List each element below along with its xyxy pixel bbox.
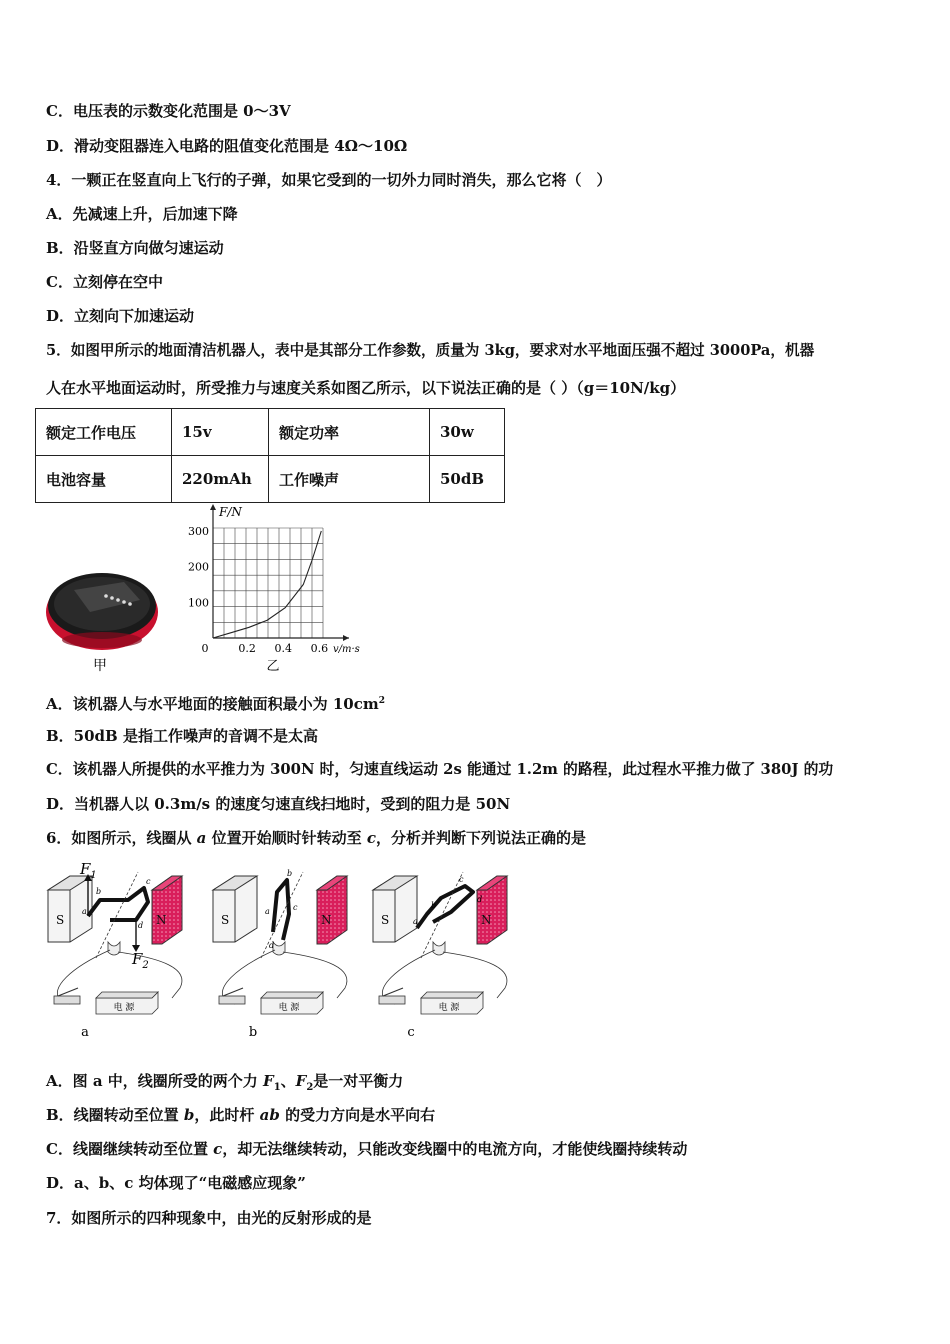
switch bbox=[219, 996, 245, 1004]
switch bbox=[54, 996, 80, 1004]
coil-point-label: b bbox=[287, 869, 293, 878]
wire bbox=[283, 952, 347, 998]
y-tick-label: 100 bbox=[188, 596, 209, 610]
table-cell: 工作噪声 bbox=[269, 456, 430, 503]
figure-label-c: c bbox=[407, 1025, 415, 1040]
pole-s-label: S bbox=[56, 913, 65, 927]
switch-lever bbox=[58, 988, 78, 996]
figure-label-b: b bbox=[248, 1025, 258, 1040]
coil bbox=[417, 886, 473, 928]
table-row bbox=[36, 409, 505, 456]
q7-stem: 7．如图所示的四种现象中，由光的反射形成的是 bbox=[46, 1209, 372, 1227]
coil-point-label: d bbox=[138, 921, 144, 930]
table-cell: 额定工作电压 bbox=[36, 409, 172, 456]
q3-option-d: D．滑动变阻器连入电路的阻值变化范围是 4Ω～10Ω bbox=[46, 137, 408, 155]
q5-option-b: B．50dB 是指工作噪声的音调不是太高 bbox=[46, 727, 318, 745]
table-cell: 额定功率 bbox=[269, 409, 430, 456]
q4-option-a: A．先减速上升，后加速下降 bbox=[46, 205, 238, 223]
power-supply-label: 电 源 bbox=[113, 1003, 135, 1013]
q3-option-c: C．电压表的示数变化范围是 0～3V bbox=[46, 102, 291, 120]
table-cell: 15v bbox=[172, 409, 269, 456]
wire bbox=[443, 952, 507, 998]
pole-n-label: N bbox=[156, 913, 167, 927]
q6-option-c: C．线圈继续转动至位置 c，却无法继续转动，只能改变线圈中的电流方向，才能使线圈持续转动 bbox=[46, 1140, 688, 1158]
motor-panel-c bbox=[373, 872, 507, 1014]
coil-point-label: a bbox=[413, 917, 418, 926]
coil-point-label: d bbox=[477, 895, 483, 904]
q5-stem-line2: 人在水平地面运动时，所受推力与速度关系如图乙所示，以下说法正确的是（ ）（g＝10N/kg） bbox=[46, 379, 686, 397]
commutator bbox=[108, 942, 120, 955]
q6-option-a: A．图 a 中，线圈所受的两个力 $F_1$、$F_2$是一对平衡力 bbox=[46, 1072, 404, 1093]
pole-n-label: N bbox=[481, 913, 492, 927]
q4-option-c: C．立刻停在空中 bbox=[46, 273, 163, 291]
q4-stem: 4．一颗正在竖直向上飞行的子弹，如果它受到的一切外力同时消失，那么它将（ ） bbox=[46, 171, 612, 189]
figure-label-a: a bbox=[81, 1025, 89, 1040]
coil-point-label: c bbox=[459, 875, 464, 884]
table-cell: 220mAh bbox=[172, 456, 269, 503]
q4-option-b: B．沿竖直方向做匀速运动 bbox=[46, 239, 224, 257]
x-tick-label: 0.6 bbox=[310, 642, 329, 655]
figure-jia-label: 甲 bbox=[93, 658, 107, 674]
power-supply-label: 电 源 bbox=[278, 1003, 300, 1013]
coil-point-label: b bbox=[431, 901, 437, 910]
coil-point-label: c bbox=[293, 903, 298, 912]
y-tick-label: 200 bbox=[188, 560, 209, 574]
force-velocity-graph bbox=[175, 500, 375, 675]
switch-lever bbox=[223, 988, 243, 996]
pole-s-label: S bbox=[381, 913, 390, 927]
q6-option-d: D．a、b、c 均体现了“电磁感应现象” bbox=[46, 1174, 306, 1192]
figure-yi-label: 乙 bbox=[266, 659, 280, 674]
force-velocity-curve bbox=[213, 531, 321, 638]
y-axis-label: F/N bbox=[219, 505, 242, 519]
wire bbox=[118, 952, 182, 998]
coil-point-label: d bbox=[269, 941, 275, 950]
coil-point-label: a bbox=[265, 907, 270, 916]
cleaning-robot-figure bbox=[44, 560, 164, 678]
coil-point-label: a bbox=[82, 907, 87, 916]
table-cell: 电池容量 bbox=[36, 456, 172, 503]
x-tick-label: 0.4 bbox=[274, 642, 292, 655]
switch-lever bbox=[383, 988, 403, 996]
commutator bbox=[433, 942, 445, 955]
power-supply-top bbox=[421, 992, 483, 998]
y-tick-label: 300 bbox=[188, 525, 209, 538]
q5-option-c: C．该机器人所提供的水平推力为 300N 时，匀速直线运动 2s 能通过 1.2m 的路程，此过程水平推力做了 380J 的功 bbox=[46, 761, 834, 778]
graph-axes bbox=[210, 504, 349, 641]
graph-grid bbox=[213, 528, 323, 638]
coil-point-label: b bbox=[96, 887, 102, 896]
pole-n-label: N bbox=[321, 913, 332, 927]
q6-stem: 6．如图所示，线圈从 a 位置开始顺时针转动至 c，分析并判断下列说法正确的是 bbox=[46, 829, 587, 847]
power-supply-top bbox=[96, 992, 158, 998]
table-row bbox=[36, 456, 505, 503]
x-axis-label: v/m·s bbox=[333, 644, 360, 655]
q5-option-d: D．当机器人以 0.3m/s 的速度匀速直线扫地时，受到的阻力是 50N bbox=[46, 795, 511, 813]
force-f2-label: $F_2$ bbox=[132, 950, 149, 971]
motor-panel-a bbox=[48, 872, 182, 1014]
force-f1-label: $F_1$ bbox=[80, 860, 97, 881]
x-tick-label: 0 bbox=[201, 642, 209, 655]
power-supply-top bbox=[261, 992, 323, 998]
switch bbox=[379, 996, 405, 1004]
coil bbox=[273, 880, 289, 940]
robot-parameter-table bbox=[35, 408, 505, 503]
graph-ticks bbox=[188, 525, 328, 655]
q5-option-a: A．该机器人与水平地面的接触面积最小为 $10cm^2$ bbox=[46, 695, 386, 713]
q4-option-d: D．立刻向下加速运动 bbox=[46, 307, 195, 325]
x-axis-arrow bbox=[343, 635, 349, 641]
coil-point-label: c bbox=[146, 877, 151, 886]
q5-stem-line1: 5．如图甲所示的地面清洁机器人，表中是其部分工作参数，质量为 3kg，要求对水平地面压强不超过 3000Pa，机器 bbox=[46, 342, 815, 359]
table-cell: 50dB bbox=[430, 456, 505, 503]
motor-panel-b bbox=[213, 869, 347, 1014]
q6-option-b: B．线圈转动至位置 b，此时杆 ab 的受力方向是水平向右 bbox=[46, 1106, 436, 1124]
table-cell: 30w bbox=[430, 409, 505, 456]
y-axis-arrow bbox=[210, 504, 216, 510]
power-supply-label: 电 源 bbox=[438, 1003, 460, 1013]
pole-s-label: S bbox=[221, 913, 230, 927]
commutator bbox=[273, 942, 285, 955]
x-tick-label: 0.2 bbox=[238, 642, 256, 655]
motor-coil-figures bbox=[40, 858, 520, 1048]
